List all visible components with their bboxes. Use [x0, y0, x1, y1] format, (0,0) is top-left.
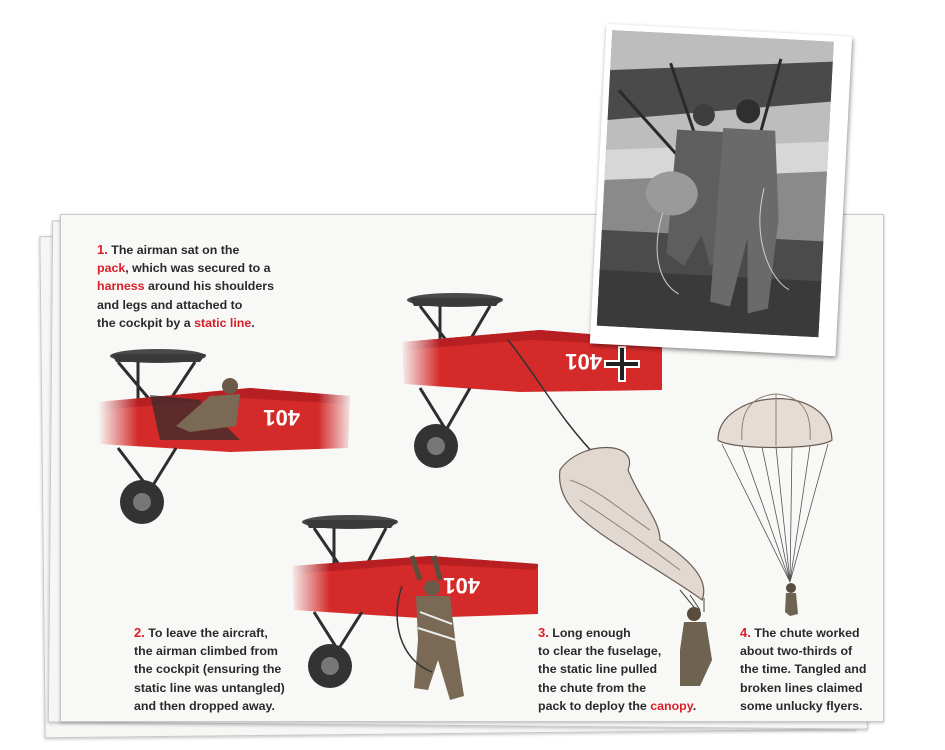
keyword-canopy: canopy — [650, 698, 693, 713]
caption-text: The airman sat on the — [107, 243, 240, 257]
photo-airmen-image — [597, 30, 834, 337]
aircraft-step2 — [290, 515, 538, 700]
caption-text: the static line pulled — [538, 662, 658, 677]
aircraft-marking-1: 401 — [263, 405, 300, 430]
caption-text: and legs and attached to — [97, 297, 243, 312]
caption-text: static line was untangled) — [134, 680, 285, 695]
caption-step-4 — [740, 624, 866, 715]
caption-text: the airman climbed from — [134, 644, 278, 659]
open-parachute — [718, 394, 832, 616]
keyword-static-line: static line — [194, 315, 252, 330]
caption-text: the time. Tangled and — [740, 662, 867, 677]
caption-text: pack to deploy the — [538, 698, 651, 713]
caption-step-3 — [538, 624, 696, 715]
caption-text: and then dropped away. — [134, 698, 275, 713]
step-4-number: 4. — [740, 625, 751, 640]
caption-text: The chute worked — [750, 626, 860, 640]
caption-step-1 — [97, 241, 274, 332]
caption-text: Long enough — [548, 626, 631, 640]
caption-text: around his shoulders — [144, 279, 274, 294]
aircraft-step1 — [98, 349, 354, 524]
caption-step-2 — [134, 624, 285, 715]
step-1-number: 1. — [97, 242, 108, 257]
aircraft-marking-2: 401 — [565, 349, 602, 374]
caption-text: the cockpit (ensuring the — [134, 662, 282, 677]
step-3-number: 3. — [538, 625, 549, 640]
caption-text: . — [692, 698, 697, 713]
caption-text: the chute from the — [538, 680, 647, 695]
caption-text: the cockpit by a — [97, 315, 195, 330]
aircraft-marking-3: 401 — [443, 573, 480, 598]
caption-text: broken lines claimed — [740, 680, 863, 695]
keyword-pack: pack — [97, 261, 126, 276]
caption-text: , which was secured to a — [125, 261, 271, 276]
step-2-number: 2. — [134, 625, 145, 640]
caption-text: about two-thirds of — [740, 644, 853, 659]
keyword-harness: harness — [97, 279, 145, 294]
caption-text: . — [251, 315, 255, 330]
caption-text: to clear the fuselage, — [538, 644, 662, 659]
caption-text: To leave the aircraft, — [144, 626, 268, 640]
caption-text: some unlucky flyers. — [740, 698, 863, 713]
historical-photo — [590, 24, 852, 356]
